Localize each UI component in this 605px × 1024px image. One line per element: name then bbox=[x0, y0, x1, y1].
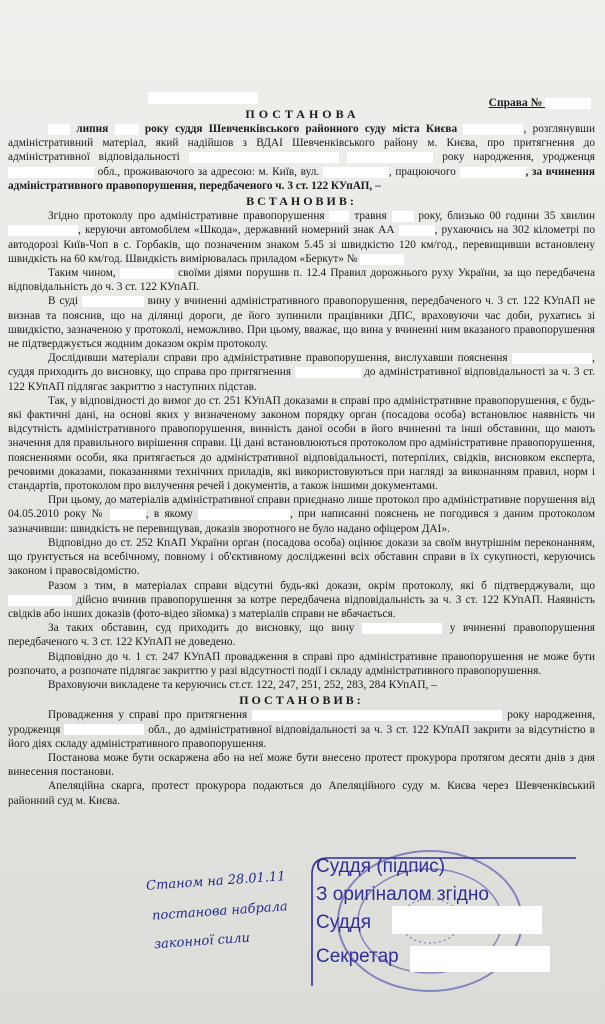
redaction bbox=[295, 367, 361, 378]
paragraph-text: року народження, уродженця bbox=[8, 709, 596, 736]
redaction bbox=[362, 623, 442, 634]
paragraph-text: , керуючи автомобілем «Шкода», державний номерний знак АА bbox=[78, 224, 395, 237]
paragraph-appeal-court: Апеляційна скарга, протест прокурора подаються до Апеляційного суду м. Києва через Шевченківський районний суд м. Києва. bbox=[8, 780, 595, 807]
paragraph-appeal-term: Постанова може бути оскаржена або на неї може бути внесено протест прокурора протягом десяти днів з дня винесення постанови. bbox=[8, 751, 595, 779]
redaction bbox=[115, 124, 139, 135]
redaction bbox=[463, 124, 523, 135]
month-text: липня bbox=[76, 123, 109, 135]
paragraph-protocol bbox=[8, 209, 595, 266]
redaction bbox=[399, 225, 435, 236]
redaction bbox=[82, 296, 144, 307]
intro-text: року народження, уродженця bbox=[442, 151, 595, 164]
paragraph-text: , при написанні пояснень не погодився з даним протоколом зазначивши: швидкість не перевищував, доказів зворотного не було надано офіцером ДАІ». bbox=[8, 508, 596, 535]
handwritten-note-date: Станом на 28.01.11 bbox=[145, 869, 287, 894]
stamp-original-conformity: З оригіналом згідно bbox=[316, 884, 489, 905]
intro-text: , за вчинення адміністративного правопорушення, передбаченого ч. 3 ст. 122 КУпАП, – bbox=[8, 165, 596, 192]
paragraph-text: у вчиненні правопорушення передбаченого ч. 3 ст. 122 КУпАП не доведено. bbox=[8, 622, 595, 649]
redaction-stamp-secretary bbox=[410, 946, 550, 972]
redaction bbox=[120, 268, 174, 279]
redaction bbox=[48, 124, 70, 135]
paragraph-text: Дослідивши матеріали справи про адміністративне правопорушення, вислухавши пояснення bbox=[48, 352, 508, 365]
redaction bbox=[8, 595, 72, 606]
paragraph-assessment: Відповідно до ст. 252 КпАП України орган (посадова особа) оцінює докази за своїм внутрішнім переконанням, що ґрунтується на всебічному, повному і об'єктивному дослідженні всіх обставин справи в їх сукупності, керуючись законом і правосвідомістю. bbox=[8, 536, 595, 578]
paragraph-text: , рухаючись на 302 кілометрі по автодорозі Київ-Чоп в с. Горбаків, що позначеним знаком 5.45 зі швидкістю 120 км/год., перевищивши встановлену швидкість на 60 км/год. Швидкість вимірювалась приладом «Беркут» № bbox=[8, 224, 595, 265]
paragraph-text: Згідно протоколу про адміністративне правопорушення bbox=[48, 210, 325, 223]
redaction bbox=[460, 167, 526, 178]
case-label: Справа № bbox=[488, 97, 543, 109]
paragraph-text: Провадження у справі про притягнення bbox=[48, 709, 248, 722]
paragraph-text: Разом з тим, в матеріалах справи відсутні будь-які докази, окрім протоколу, які б підтверджували, що bbox=[48, 579, 595, 592]
intro-text: обл., проживаючого за адресою: м. Київ, вул. bbox=[97, 165, 320, 178]
paragraph-closure-basis: Відповідно до ч. 1 ст. 247 КУпАП провадження в справі про адміністративне правопорушення не може бути розпочато, а розпочате підлягає закриттю у разі відсутності події і складу адміністративного правопорушення. bbox=[8, 650, 595, 677]
redaction bbox=[64, 724, 144, 735]
paragraph-no-evidence bbox=[8, 579, 595, 622]
redaction bbox=[392, 211, 414, 222]
redaction bbox=[329, 211, 349, 222]
intro-text: , розглянувши адміністративний матеріал, який надійшов з ВДАІ Шевченківського району м. Києва, про притягнення до адміністративної відповідальності bbox=[8, 123, 596, 164]
document-title: ПОСТАНОВА bbox=[245, 107, 360, 121]
paragraph-text: своїми діями порушив п. 12.4 Правил дорожнього руху України, за що передбачена відповідальність до ч. 3 ст. 122 КУпАП. bbox=[8, 267, 595, 294]
paragraph-resolution bbox=[8, 708, 595, 751]
redaction-top bbox=[148, 92, 258, 104]
paragraph-text: дійсно вчинив правопорушення за котре передбачена відповідальність за ч. 3 ст. 122 КУпАП. Наявність свідків або інших доказів (фото-відео зйомка) з матеріалів справи не вбачається. bbox=[8, 593, 595, 620]
intro-text: року суддя Шевченківського районного суду міста Києва bbox=[144, 123, 458, 135]
handwritten-note-effect: постанова набрала bbox=[151, 899, 289, 924]
heading-resolved: ПОСТАНОВИВ: bbox=[239, 693, 364, 708]
stamp-judge-signature: Суддя (підпис) bbox=[316, 856, 445, 877]
paragraph-violation bbox=[8, 266, 595, 294]
paragraph-text: , в якому bbox=[145, 508, 193, 521]
intro-paragraph bbox=[8, 122, 595, 193]
paragraph-considering: Враховуючи викладене та керуючись ст.ст. 122, 247, 251, 252, 283, 284 КУпАП, – bbox=[48, 678, 437, 691]
redaction bbox=[347, 152, 433, 163]
redaction bbox=[323, 167, 389, 178]
paragraph-conclusion bbox=[8, 351, 595, 394]
document-body bbox=[8, 122, 595, 808]
redaction bbox=[512, 353, 592, 364]
redaction bbox=[8, 167, 94, 178]
handwritten-note-law: законної сили bbox=[153, 930, 251, 953]
paragraph-protocol-only bbox=[8, 493, 595, 536]
paragraph-text: травня bbox=[354, 210, 387, 223]
paragraph-text: року, близько 00 години 35 хвилин bbox=[418, 210, 595, 223]
redaction bbox=[198, 509, 290, 520]
paragraph-text: , суддя приходить до висновку, що справа про притягнення bbox=[8, 352, 595, 379]
paragraph-text: При цьому, до матеріалів адміністративної справи приєднано лише протокол про адміністративне порушення від 04.05.2010 року № bbox=[8, 494, 595, 521]
redaction bbox=[360, 254, 404, 265]
paragraph-text: За таких обставин, суд приходить до висновку, що вину bbox=[48, 622, 355, 635]
paragraph-text: до адміністративної відповідальності за ч. 3 ст. 122 КУпАП підлягає закриттю з наступних підстав. bbox=[8, 366, 596, 393]
redaction bbox=[189, 152, 339, 163]
paragraph-text: В суді bbox=[48, 295, 79, 308]
paragraph-court bbox=[8, 294, 595, 351]
stamp-judge: Суддя bbox=[316, 912, 372, 933]
intro-text: , працюючого bbox=[388, 165, 456, 178]
paragraph-not-proven bbox=[8, 621, 595, 649]
redaction-stamp-judge bbox=[392, 906, 542, 934]
redaction bbox=[252, 710, 502, 721]
paragraph-text: вину у вчиненні адміністративного правопорушення, передбаченого ч. 3 ст. 122 КУпАП не визнав та пояснив, що на ділянці дороги, де його зупинили працівники ДПС, враховуючи час доби, рухатись зі швидкістю, зазначеною у протоколі, неможливо. При цьому, вважає, що вина у вчиненні ним вказаного правопорушення не підтверджується жодним доказом окрім протоколу. bbox=[8, 295, 595, 351]
redaction bbox=[110, 509, 146, 520]
paragraph-text: обл., до адміністративної відповідальності за ч. 3 ст. 122 КУпАП закрити за відсутністю в його діях складу адміністративного правопорушення. bbox=[8, 723, 595, 750]
paragraph-evidence: Так, у відповідності до вимог до ст. 251 КУпАП доказами в справі про адміністративне правопорушення, є будь-які фактичні дані, на основі яких у визначеному законом порядку орган (посадова особа) встановлює наявність чи відсутність адміністративного правопорушення, винність даної особи в його вчиненні та інші обставини, що мають значення для правильного вирішення справи. Ці дані встановлюються протоколом про адміністративне правопорушення, поясненнями особи, яка притягається до адміністративної відповідальності, потерпілих, свідків, висновком експерта, речовими доказами, показаннями технічних приладів, які використовуються при нагляді за виконанням правил, норм і стандартів, протоколом про вилучення речей і документів, а також іншими документами. bbox=[8, 394, 595, 493]
stamp-secretary: Секретар bbox=[316, 946, 399, 967]
heading-established: ВСТАНОВИВ: bbox=[246, 194, 357, 209]
paragraph-text: Таким чином, bbox=[48, 267, 116, 280]
redaction bbox=[8, 225, 78, 236]
